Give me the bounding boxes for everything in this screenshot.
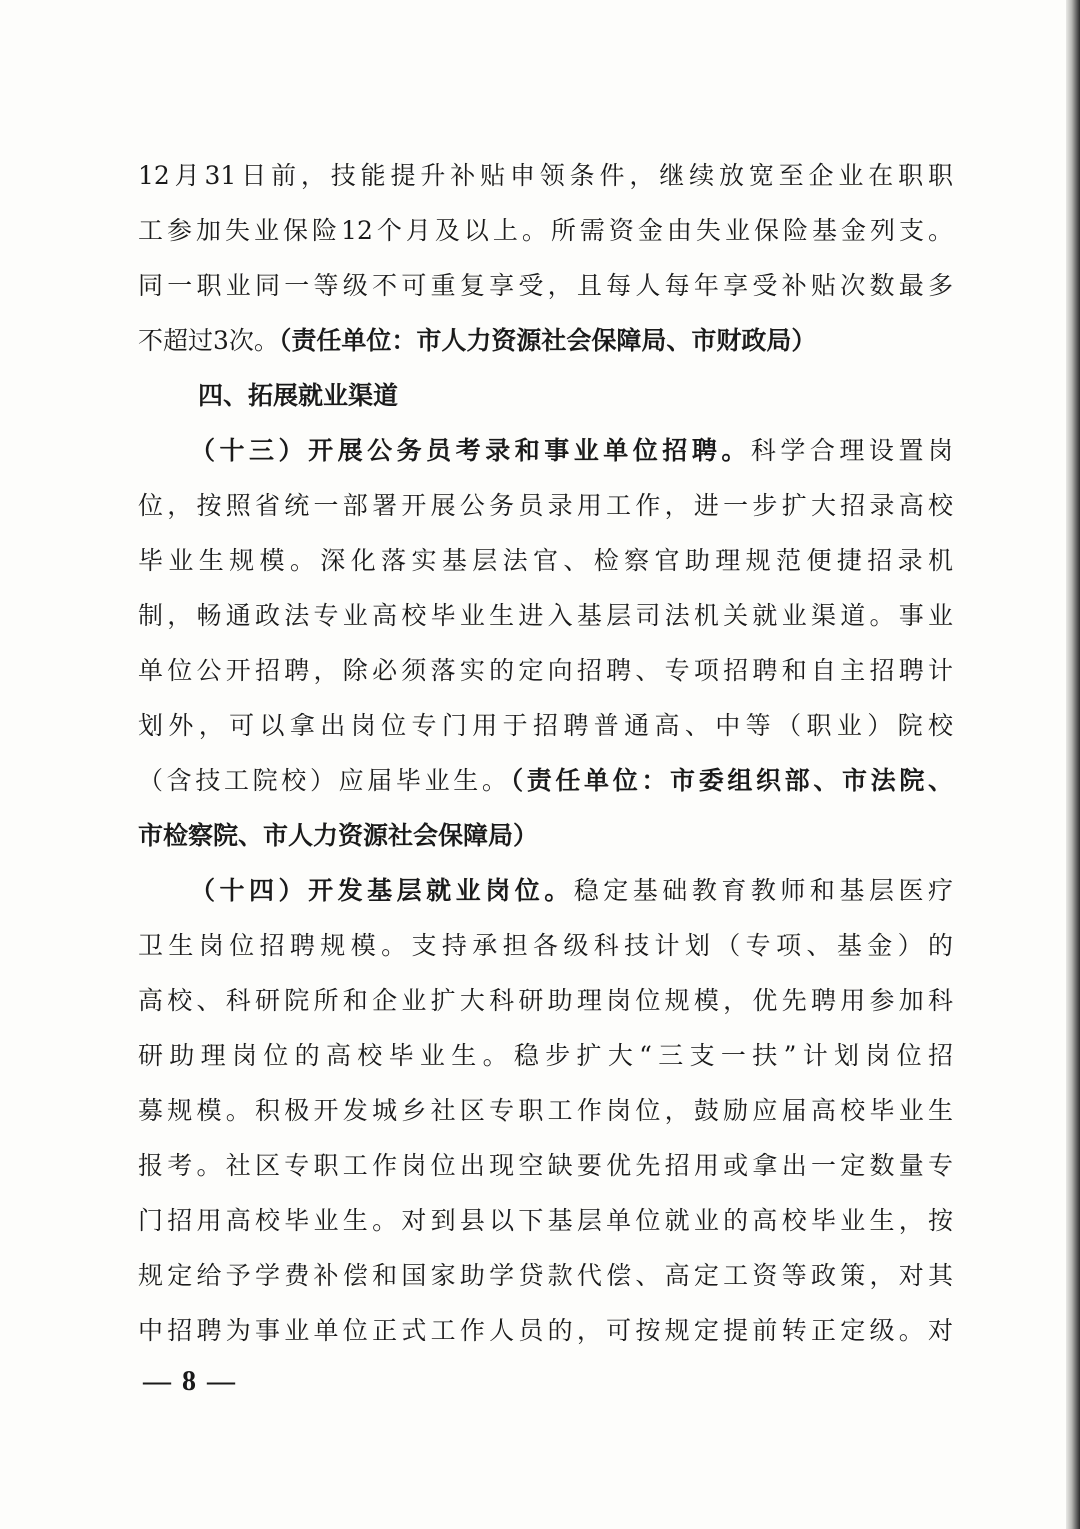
text-line: 高校、科研院所和企业扩大科研助理岗位规模，优先聘用参加科 [138, 986, 953, 1015]
document-body [138, 148, 953, 1358]
text-line: 报考。社区专职工作岗位出现空缺要优先招用或拿出一定数量专 [138, 1151, 953, 1180]
page-edge-shadow [1066, 0, 1080, 1529]
text-line: 12月31日前，技能提升补贴申领条件，继续放宽至企业在职职 [138, 161, 953, 190]
text-line: 门招用高校毕业生。对到县以下基层单位就业的高校毕业生，按 [138, 1206, 953, 1235]
item-title: （十四）开发基层就业岗位。 [190, 876, 574, 905]
text-line [138, 423, 953, 478]
text-line: 规定给予学费补偿和国家助学贷款代偿、高定工资等政策，对其 [138, 1261, 953, 1290]
line-text: 科学合理设置岗 [750, 436, 953, 465]
line-text: 不超过3次。 [138, 326, 279, 355]
text-line: 制，畅通政法专业高校毕业生进入基层司法机关就业渠道。事业 [138, 601, 953, 630]
text-line [138, 313, 953, 368]
line-text: （含技工院校）应届毕业生。 [138, 766, 511, 795]
text-line [138, 863, 953, 918]
line-text: 稳定基础教育教师和基层医疗 [573, 876, 953, 905]
text-line: 同一职业同一等级不可重复享受，且每人每年享受补贴次数最多 [138, 271, 953, 300]
text-line: 中招聘为事业单位正式工作人员的，可按规定提前转正定级。对 [138, 1316, 953, 1345]
text-line: 位，按照省统一部署开展公务员录用工作，进一步扩大招录高校 [138, 491, 953, 520]
text-line: 毕业生规模。深化落实基层法官、检察官助理规范便捷招录机 [138, 546, 953, 575]
responsibility-note: （责任单位：市人力资源社会保障局、市财政局） [278, 326, 817, 355]
text-line: 划外，可以拿出岗位专门用于招聘普通高、中等（职业）院校 [138, 711, 953, 740]
responsibility-note: 市检察院、市人力资源社会保障局） [138, 821, 539, 850]
text-line: 工参加失业保险12个月及以上。所需资金由失业保险基金列支。 [138, 216, 953, 245]
section-heading: 四、拓展就业渠道 [198, 381, 399, 410]
text-line: 卫生岗位招聘规模。支持承担各级科技计划（专项、基金）的 [138, 931, 953, 960]
responsibility-note: （责任单位：市委组织部、市法院、 [510, 766, 953, 795]
text-line: 募规模。积极开发城乡社区专职工作岗位，鼓励应届高校毕业生 [138, 1096, 953, 1125]
text-line [138, 808, 953, 863]
page-number: — 8 — [143, 1366, 237, 1397]
text-line: 单位公开招聘，除必须落实的定向招聘、专项招聘和自主招聘计 [138, 656, 953, 685]
item-title: （十三）开展公务员考录和事业单位招聘。 [190, 436, 751, 465]
text-line [138, 753, 953, 808]
text-line: 研助理岗位的高校毕业生。稳步扩大“三支一扶”计划岗位招 [138, 1041, 953, 1070]
